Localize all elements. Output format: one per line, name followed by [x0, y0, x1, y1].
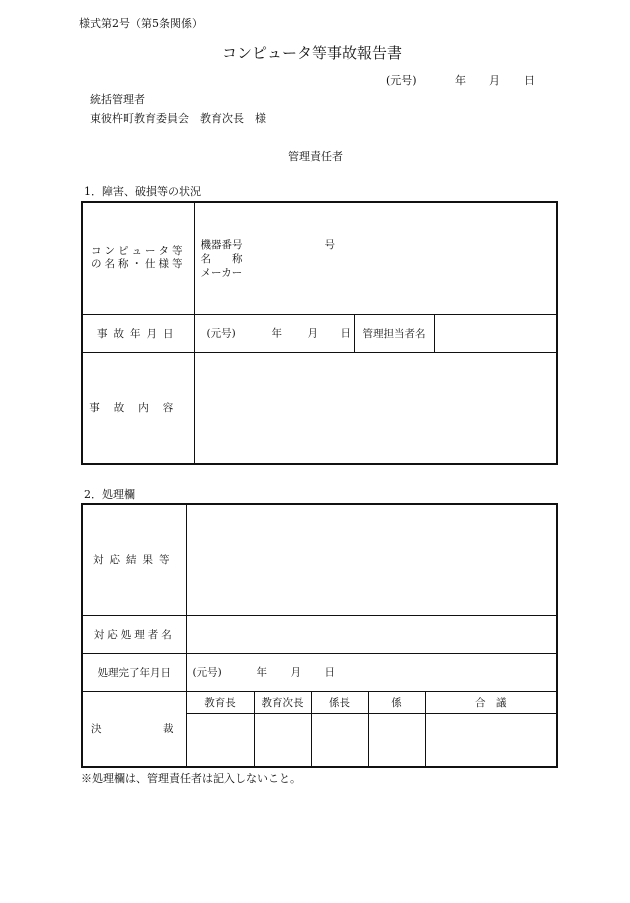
footnote: ※処理欄は、管理責任者は記入しないこと。 [81, 772, 301, 785]
equipment-maker-label: メーカー [200, 267, 243, 279]
result-row [82, 504, 557, 615]
completion-date-year: 年 [256, 666, 267, 679]
approval-header-deputy: 教育次長 [254, 691, 311, 713]
completion-row [82, 653, 557, 691]
incident-status-table [81, 201, 558, 465]
approval-header-chief: 係長 [311, 691, 368, 713]
equipment-label-line1: コンピュータ等 [91, 245, 186, 258]
stamp-cell-staff[interactable] [368, 713, 425, 767]
accident-date-day: 日 [340, 327, 351, 340]
accident-content-label: 事故内容 [82, 352, 194, 464]
completion-date-era: (元号) [192, 666, 222, 679]
section1-heading: 1．障害、破損等の状況 [84, 185, 201, 198]
approval-header-consultation: 合 議 [425, 691, 557, 713]
accident-date-row [82, 314, 557, 352]
accident-date-cell[interactable] [194, 314, 354, 352]
header-date-era: (元号) [386, 74, 417, 87]
equipment-number-suffix: 号 [324, 239, 335, 251]
equipment-details-cell[interactable] [194, 202, 557, 314]
accident-date-month: 月 [307, 327, 318, 340]
handler-row [82, 615, 557, 653]
addressee-name: 東彼杵町教育委員会 教育次長 様 [90, 112, 266, 125]
stamp-cell-superintendent[interactable] [186, 713, 254, 767]
manager-name-cell[interactable] [434, 314, 557, 352]
page-title: コンピュータ等事故報告書 [222, 44, 403, 62]
approval-label-2: 裁 [163, 722, 174, 735]
accident-date-era: (元号) [206, 327, 236, 340]
reporter-label: 管理責任者 [288, 150, 343, 163]
form-number: 様式第2号（第5条関係） [79, 17, 203, 30]
completion-date-day: 日 [324, 666, 335, 679]
approval-header-row [82, 691, 557, 713]
header-date-day: 日 [524, 74, 535, 87]
handler-label: 対応処理者名 [82, 615, 186, 653]
result-cell[interactable] [186, 504, 557, 615]
approval-header-superintendent: 教育長 [186, 691, 254, 713]
equipment-label-cell [82, 202, 194, 314]
header-date-month: 月 [489, 74, 500, 87]
approval-label-1: 決 [91, 722, 102, 735]
equipment-label-line2: の名称・仕様等 [91, 258, 186, 271]
approval-label-cell [82, 691, 186, 767]
equipment-name-label: 名 称 [200, 253, 243, 265]
header-date-year: 年 [455, 74, 466, 87]
processing-table [81, 503, 558, 768]
approval-header-staff: 係 [368, 691, 425, 713]
addressee-title: 統括管理者 [90, 93, 145, 106]
completion-label: 処理完了年月日 [82, 653, 186, 691]
accident-content-row [82, 352, 557, 464]
result-label: 対応結果等 [82, 504, 186, 615]
accident-content-cell[interactable] [194, 352, 557, 464]
section2-heading: 2．処理欄 [84, 488, 135, 501]
manager-label: 管理担当者名 [354, 314, 434, 352]
equipment-row [82, 202, 557, 314]
stamp-cell-deputy[interactable] [254, 713, 311, 767]
accident-date-label: 事故年月日 [82, 314, 194, 352]
completion-date-month: 月 [290, 666, 301, 679]
handler-cell[interactable] [186, 615, 557, 653]
completion-date-cell[interactable] [186, 653, 557, 691]
accident-date-year: 年 [271, 327, 282, 340]
stamp-cell-chief[interactable] [311, 713, 368, 767]
equipment-number-label: 機器番号 [200, 239, 243, 251]
stamp-cell-consultation[interactable] [425, 713, 557, 767]
